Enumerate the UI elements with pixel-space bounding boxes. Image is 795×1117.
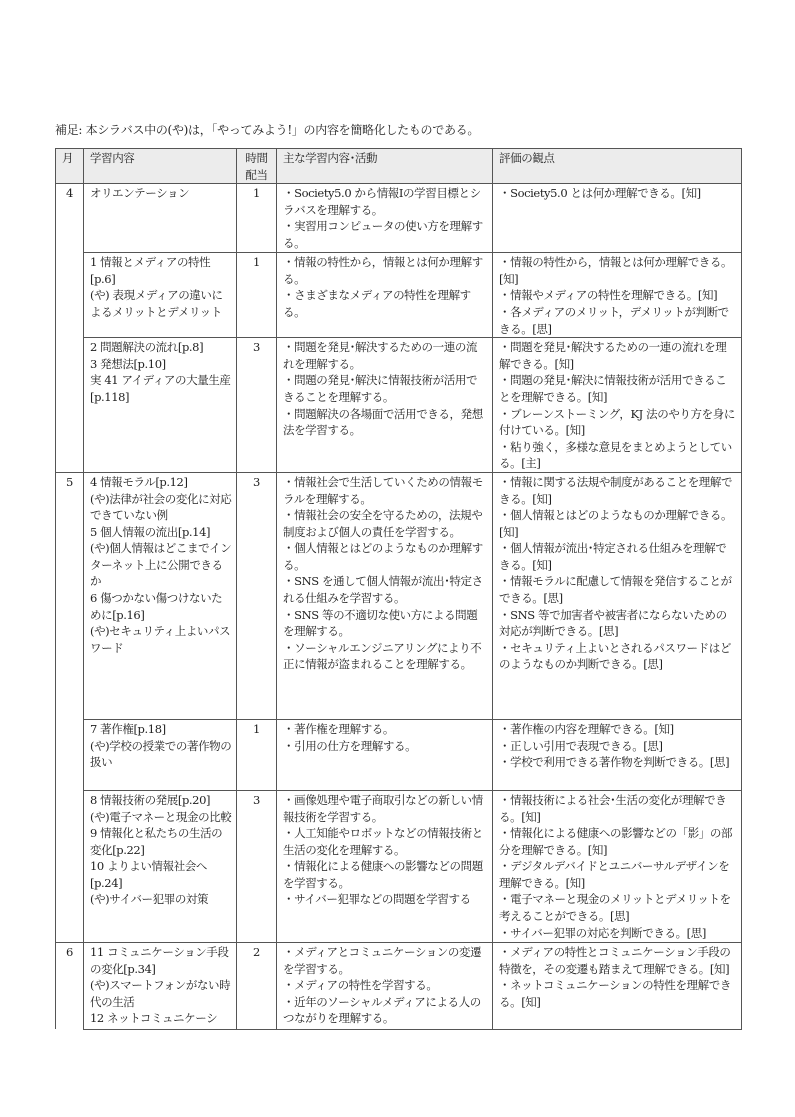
evaluation-item: ・正しい引用で表現できる。[思]	[499, 738, 663, 753]
evaluation-item: ・デジタルデバイドとユニバーサルデザインを理解できる。[知]	[499, 859, 730, 890]
evaluation-item: ・情報の特性から，情報とは何か理解できる。[知]	[499, 255, 733, 286]
activity-item: ・SNS 等の不適切な使い方による問題を理解する。	[283, 607, 478, 639]
activities-cell	[277, 472, 493, 719]
activity-item: ・画像処理や電子商取引などの新しい情報技術を学習する。	[283, 792, 483, 824]
hours-cell: 3	[237, 338, 277, 473]
evaluation-item: ・情報技術による社会･生活の変化が理解できる。[知]	[499, 792, 727, 824]
supplementary-note: 補足: 本シラバス中の(や)は，「やってみよう!」の内容を簡略化したものである。	[55, 123, 480, 137]
hours-cell: 1	[237, 253, 277, 338]
activity-item: ・SNS を通して個人情報が流出･特定される仕組みを学習する。	[283, 574, 483, 606]
activity-item: ・情報社会で生活していくための情報モラルを理解する。	[283, 474, 483, 506]
hours-cell: 3	[237, 472, 277, 719]
evaluation-cell	[493, 253, 742, 338]
activities-cell	[277, 253, 493, 338]
content-cell: 11 コミュニケーション手段の変化[p.34] (や)スマートフォンがない時代の生活 12 ネットコミュニケーシ	[84, 942, 237, 1029]
evaluation-item: ・個人情報が流出･特定される仕組みを理解できる。[知]	[499, 541, 727, 572]
evaluation-cell	[493, 942, 742, 1029]
content-cell: 4 情報モラル[p.12] (や)法律が社会の変化に対応できていない例 5 個人情報の流出[p.14] (や)個人情報はどこまでインターネット上に公開できるか 6 傷つかない傷つけないために[p.16] (や)セキュリティ上よいパスワード	[84, 472, 237, 719]
header-content: 学習内容	[84, 149, 237, 184]
activities-cell	[277, 184, 493, 253]
evaluation-item: ・セキュリティ上よいとされるパスワードはどのようなものか判断できる。[思]	[499, 640, 731, 672]
evaluation-item: ・情報モラルに配慮して情報を発信することができる。[思]	[499, 574, 732, 606]
table-row	[56, 790, 742, 942]
table-row	[56, 338, 742, 473]
evaluation-item: ・問題を発見･解決するための一連の流れを理解できる。[知]	[499, 340, 727, 371]
month-cell: 6	[56, 942, 84, 1029]
header-month: 月	[56, 149, 84, 184]
evaluation-cell	[493, 184, 742, 253]
evaluation-cell	[493, 790, 742, 942]
evaluation-cell	[493, 472, 742, 719]
evaluation-item: ・Society5.0 とは何か理解できる。[知]	[499, 186, 701, 201]
activity-item: ・人工知能やロボットなどの情報技術と生活の変化を理解する。	[283, 826, 483, 857]
evaluation-item: ・情報やメディアの特性を理解できる。[知]	[499, 288, 718, 303]
activity-item: ・情報社会の安全を守るための，法規や制度および個人の責任を学習する。	[283, 508, 483, 539]
table-row	[56, 719, 742, 790]
activity-item: ・問題の発見･解決に情報技術が活用できることを理解する。	[283, 373, 478, 404]
evaluation-item: ・個人情報とはどのようなものか理解できる。[知]	[499, 508, 733, 539]
content-cell: 2 問題解決の流れ[p.8] 3 発想法[p.10] 実 41 アイディアの大量生産[p.118]	[84, 338, 237, 473]
activity-item: ・引用の仕方を理解する。	[283, 738, 417, 753]
activity-item: ・近年のソーシャルメディアによる人のつながりを理解する。	[283, 994, 481, 1026]
evaluation-item: ・ネットコミュニケーションの特性を理解できる。[知]	[499, 978, 731, 1009]
activity-item: ・著作権を理解する。	[283, 721, 394, 736]
header-hours: 時間 配当	[237, 149, 277, 184]
evaluation-item: ・情報化による健康への影響などの「影」の部分を理解できる。[知]	[499, 826, 733, 857]
table-row	[56, 253, 742, 338]
evaluation-item: ・メディアの特性とコミュニケーション手段の特徴を，その変遷も踏まえて理解できる。[知]	[499, 944, 731, 976]
evaluation-item: ・各メディアのメリット，デメリットが判断できる。[思]	[499, 304, 729, 336]
activity-item: ・Society5.0 から情報Ⅰの学習目標とシラバスを理解する。	[283, 186, 481, 217]
evaluation-item: ・SNS 等で加害者や被害者にならないための対応が判断できる。[思]	[499, 607, 727, 639]
table-row	[56, 942, 742, 1029]
evaluation-cell	[493, 338, 742, 473]
header-evaluation: 評価の観点	[493, 149, 742, 184]
hours-cell: 3	[237, 790, 277, 942]
syllabus-table	[55, 148, 742, 1030]
table-row	[56, 184, 742, 253]
content-cell: 1 情報とメディアの特性[p.6] (や) 表現メディアの違いによるメリットとデメリット	[84, 253, 237, 338]
hours-cell: 1	[237, 719, 277, 790]
month-cell: 5	[56, 472, 84, 942]
activity-item: ・メディアの特性を学習する。	[283, 978, 438, 993]
evaluation-item: ・ブレーンストーミング，KJ 法のやり方を身に付けている。[知]	[499, 406, 735, 438]
activities-cell	[277, 942, 493, 1029]
evaluation-item: ・学校で利用できる著作物を判断できる。[思]	[499, 755, 730, 770]
activity-item: ・情報化による健康への影響などの問題を学習する。	[283, 859, 483, 890]
evaluation-item: ・問題の発見･解決に情報技術が活用できることを理解できる。[知]	[499, 373, 727, 404]
table-row	[56, 472, 742, 719]
evaluation-item: ・粘り強く，多様な意見をまとめようとしている。[主]	[499, 439, 732, 471]
evaluation-cell	[493, 719, 742, 790]
activity-item: ・問題解決の各場面で活用できる，発想法を学習する。	[283, 406, 483, 438]
activity-item: ・問題を発見･解決するための一連の流れを理解する。	[283, 340, 478, 371]
month-cell: 4	[56, 184, 84, 473]
activity-item: ・さまざまなメディアの特性を理解する。	[283, 288, 471, 319]
activity-item: ・サイバー犯罪などの問題を学習する	[283, 892, 471, 907]
activities-cell	[277, 338, 493, 473]
hours-cell: 2	[237, 942, 277, 1029]
activity-item: ・実習用コンピュータの使い方を理解する。	[283, 219, 483, 250]
activity-item: ・ソーシャルエンジニアリングにより不正に情報が盗まれることを理解する。	[283, 640, 482, 672]
content-cell: オリエンテーション	[84, 184, 237, 253]
activities-cell	[277, 790, 493, 942]
evaluation-item: ・サイバー犯罪の対応を判断できる。[思]	[499, 925, 706, 940]
content-cell: 8 情報技術の発展[p.20] (や)電子マネーと現金の比較 9 情報化と私たちの生活の変化[p.22] 10 よりよい情報社会へ[p.24] (や)サイバー犯罪の対策	[84, 790, 237, 942]
hours-cell: 1	[237, 184, 277, 253]
content-cell: 7 著作権[p.18] (や)学校の授業での著作物の扱い	[84, 719, 237, 790]
activity-item: ・情報の特性から，情報とは何か理解する。	[283, 255, 483, 286]
activities-cell	[277, 719, 493, 790]
evaluation-item: ・電子マネーと現金のメリットとデメリットを考えることができる。[思]	[499, 892, 731, 924]
evaluation-item: ・著作権の内容を理解できる。[知]	[499, 721, 674, 736]
evaluation-item: ・情報に関する法規や制度があることを理解できる。[知]	[499, 474, 733, 506]
table-header-row	[56, 149, 742, 184]
header-activities: 主な学習内容･活動	[277, 149, 493, 184]
activity-item: ・メディアとコミュニケーションの変遷を学習する。	[283, 944, 482, 976]
activity-item: ・個人情報とはどのようなものか理解する。	[283, 541, 483, 572]
